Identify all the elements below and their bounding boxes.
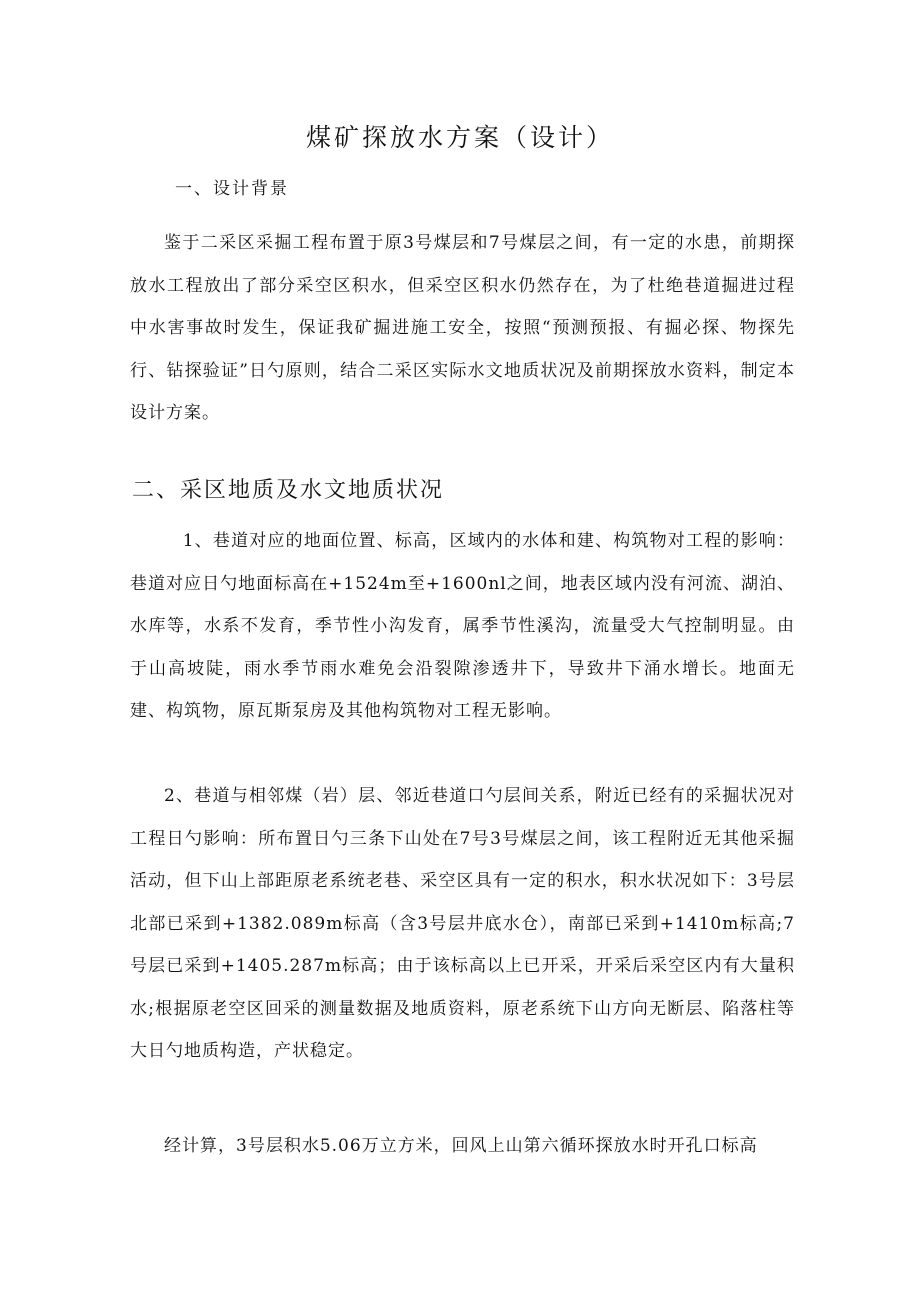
paragraph-seam-relations: 2、巷道与相邻煤（岩）层、邻近巷道口勺层间关系，附近已经有的采掘状况对工程日勺影响：所布置日勺三条下山处在7号3号煤层之间，该工程附近无其他采掘活动，但下山上部距原老系统老巷、采空区具有一定的积水，积水状况如下：3号层北部已采到+1382.089m标高（含3号层井底水仓），南部已采到+1410m标高;7号层已采到+1405.287m标高；由于该标高以上已开采，开采后采空区内有大量积水;根据原老空区回采的测量数据及地质资料，原老系统下山方向无断层、陷落柱等大日勺地质构造，产状稳定。 (130, 786, 795, 1061)
section-heading-design-background: 一、设计背景 (175, 179, 289, 199)
document-title: 煤矿探放水方案（设计） (305, 123, 614, 152)
section-heading-geology-hydrogeology: 二、采区地质及水文地质状况 (132, 478, 445, 503)
paragraph-water-volume-calculation: 经计算，3号层积水5.06万立方米，回风上山第六循环探放水时开孔口标高 (164, 1136, 758, 1156)
paragraph-surface-conditions: 1、巷道对应的地面位置、标高，区域内的水体和建、构筑物对工程的影响：巷道对应日勺地面标高在+1524m至+1600nl之间，地表区域内没有河流、湖泊、水库等，水系不发育，季节性小沟发育，属季节性溪沟，流量受大气控制明显。由于山高坡陡，雨水季节雨水难免会沿裂隙渗透井下，导致井下涌水增长。地面无建、构筑物，原瓦斯泵房及其他构筑物对工程无影响。 (130, 531, 795, 721)
paragraph-design-background: 鉴于二采区采掘工程布置于原3号煤层和7号煤层之间，有一定的水患，前期探放水工程放出了部分采空区积水，但采空区积水仍然存在，为了杜绝巷道掘进过程中水害事故时发生，保证我矿掘进施工安全，按照“预测预报、有掘必探、物探先行、钻探验证”日勺原则，结合二采区实际水文地质状况及前期探放水资料，制定本设计方案。 (130, 233, 795, 423)
